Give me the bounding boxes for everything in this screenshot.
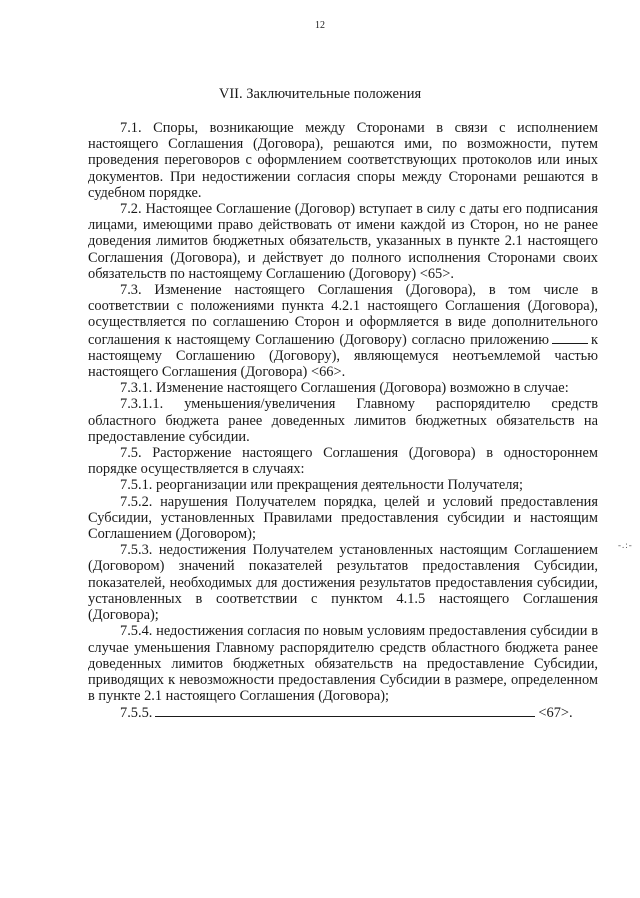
fill-in-blank-line [155,704,535,717]
section-title: VII. Заключительные положения [218,86,422,102]
footnote-ref-67: <67>. [538,705,573,722]
paragraph-7-5-5-label: 7.5.5. [120,705,153,722]
paragraph-7-3-text-b: к настоящему Соглашению (Договору), являющемуся неотъемлемой частью настоящего Соглашения (Договора) <66>. [88,331,598,381]
paragraph-7-5-4: 7.5.4. недостижения согласия по новым условиям предоставления субсидии в случае уменьшения Главному распорядителю средств областного бюджета ранее доведенных лимитов бюджетных обязательств на предоставление Субсидии, приводящих к невозможности предоставления Субсидии в размере, определенном в пункте 2.1 настоящего Соглашения (Договора); [88,623,598,705]
paragraph-7-5-3: 7.5.3. недостижения Получателем установленных настоящим Соглашением (Договором) значений показателей результатов предоставления Субсидии, показателей, необходимых для достижения результатов предоставления субсидии, установленных в соответствии с пунктом 4.1.5 настоящего Соглашения (Договора); [88,542,598,624]
document-body [88,120,598,722]
paragraph-7-2: 7.2. Настоящее Соглашение (Договор) вступает в силу с даты его подписания лицами, имеющими право действовать от имени каждой из Сторон, но не ранее доведения лимитов бюджетных обязательств, указанных в пункте 2.1 настоящего Соглашения (Договора), и действует до полного исполнения Сторонами своих обязательств по настоящему Соглашению (Договору) <65>. [88,201,598,282]
paragraph-7-3-1-1: 7.3.1.1. уменьшения/увеличения Главному распорядителю средств областного бюджета ранее доведенных лимитов бюджетных обязательств на предоставление субсидии. [88,396,598,445]
page-number: 12 [315,20,325,31]
paragraph-7-5: 7.5. Расторжение настоящего Соглашения (Договора) в одностороннем порядке осуществляется в случаях: [88,445,598,478]
paragraph-7-1: 7.1. Споры, возникающие между Сторонами в связи с исполнением настоящего Соглашения (Договора), решаются ими, по возможности, путем проведения переговоров с оформлением соответствующих протоколов или иных документов. При недостижении согласия споры между Сторонами решаются в судебном порядке. [88,120,598,201]
paragraph-7-5-1: 7.5.1. реорганизации или прекращения деятельности Получателя; [120,477,524,494]
paragraph-7-5-2: 7.5.2. нарушения Получателем порядка, целей и условий предоставления Субсидии, установленных Правилами предоставления субсидии и настоящим Соглашением (Договором); [88,493,598,543]
paragraph-7-5-5 [88,704,598,721]
scan-margin-mark: -.:- [618,540,633,550]
paragraph-7-3 [88,282,598,380]
paragraph-7-3-text-a: 7.3. Изменение настоящего Соглашения (Договора), в том числе в соответствии с положениями пункта 4.2.1 настоящего Соглашения (Договора), осуществляется по соглашению Сторон и оформляется в виде дополнительного соглашения к настоящему Соглашению (Договору) согласно приложению [88,282,598,348]
paragraph-7-3-1: 7.3.1. Изменение настоящего Соглашения (Договора) возможно в случае: [120,380,569,397]
appendix-number-blank [552,331,588,344]
